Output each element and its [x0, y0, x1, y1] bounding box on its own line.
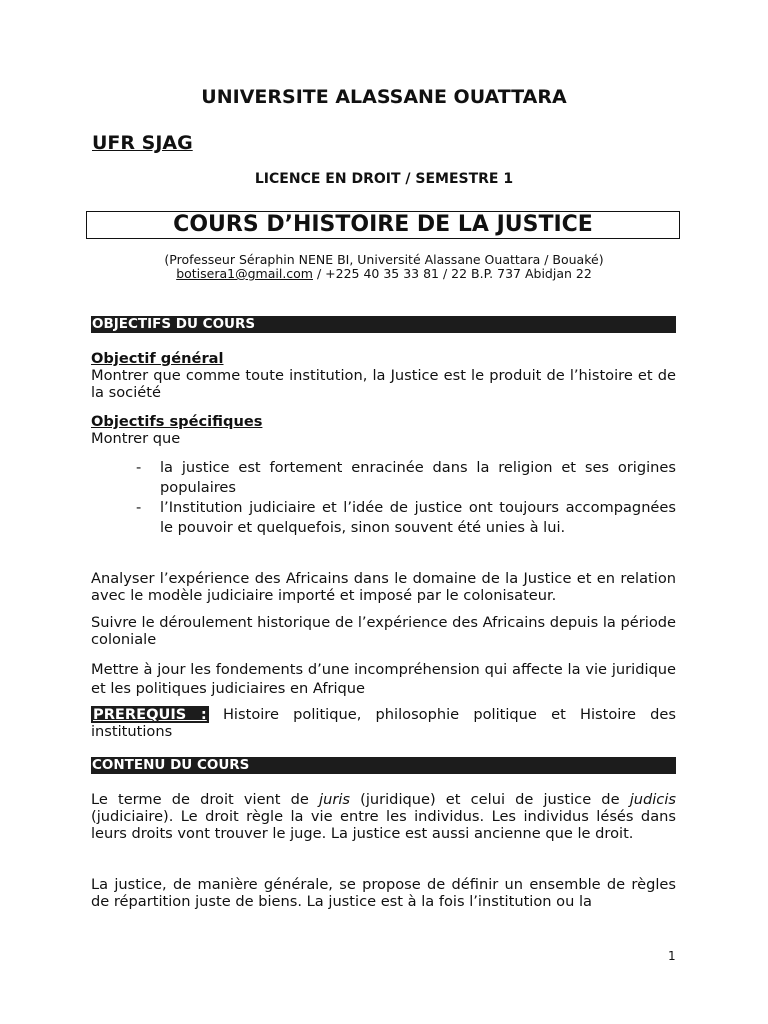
page-number: 1: [668, 949, 676, 963]
contenu-paragraph-2: La justice, de manière générale, se propose de définir un ensemble de règles de répartition juste de biens. La justice est à la fois l’institution ou la: [91, 876, 676, 910]
course-title: COURS D’HISTOIRE DE LA JUSTICE: [173, 212, 593, 237]
bullet-dash: -: [136, 459, 142, 476]
professor-info: [0, 253, 768, 281]
course-title-box: [86, 211, 680, 239]
contenu-paragraph-1: Le terme de droit vient de juris (juridique) et celui de justice de judicis (judiciaire). Le droit règle la vie entre les individus. Les individus lésés dans leurs droits vont trouver le juge. La justice est aussi ancienne que le droit.: [91, 791, 676, 842]
ufr-heading: UFR SJAG: [92, 132, 193, 154]
professor-line: (Professeur Séraphin NENE BI, Université Alassane Ouattara / Bouaké): [164, 252, 604, 267]
university-title: UNIVERSITE ALASSANE OUATTARA: [201, 86, 567, 108]
prerequis-label: PREREQUIS :: [93, 706, 207, 723]
prerequis-paragraph: [91, 706, 676, 740]
objectif-general-heading: Objectif général: [91, 350, 224, 367]
prerequis-text: Histoire politique, philosophie politique et Histoire des institutions: [91, 706, 676, 740]
objectif-general-text: Montrer que comme toute institution, la Justice est le produit de l’histoire et de la société: [91, 367, 676, 401]
judicis-term: judicis: [629, 791, 676, 808]
list-item: l’Institution judiciaire et l’idée de justice ont toujours accompagnées le pouvoir et quelquefois, sinon souvent été unies à lui.: [160, 499, 676, 536]
objectifs-section-bar: OBJECTIFS DU COURS: [91, 316, 676, 333]
contact-line: [0, 267, 768, 281]
objectifs-specifiques-heading: Objectifs spécifiques: [91, 413, 263, 430]
email-link[interactable]: botisera1@gmail.com: [176, 266, 313, 281]
contact-details: / +225 40 35 33 81 / 22 B.P. 737 Abidjan 22: [313, 266, 592, 281]
list-item: la justice est fortement enracinée dans la religion et ses origines populaires: [160, 459, 676, 496]
paragraph-mettre-a-jour: Mettre à jour les fondements d’une incompréhension qui affecte la vie juridique et les politiques judiciaires en Afrique: [91, 661, 676, 697]
contenu-section-bar: CONTENU DU COURS: [91, 757, 676, 774]
juris-term: juris: [319, 791, 350, 808]
paragraph-analyser: Analyser l’expérience des Africains dans le domaine de la Justice et en relation avec le modèle judiciaire importé et imposé par le colonisateur.: [91, 570, 676, 604]
licence-subtitle: LICENCE EN DROIT / SEMESTRE 1: [254, 171, 514, 187]
paragraph-suivre: Suivre le déroulement historique de l’expérience des Africains depuis la période coloniale: [91, 614, 676, 648]
bullet-dash: -: [136, 499, 142, 516]
objectifs-specifiques-intro: Montrer que: [91, 430, 181, 447]
